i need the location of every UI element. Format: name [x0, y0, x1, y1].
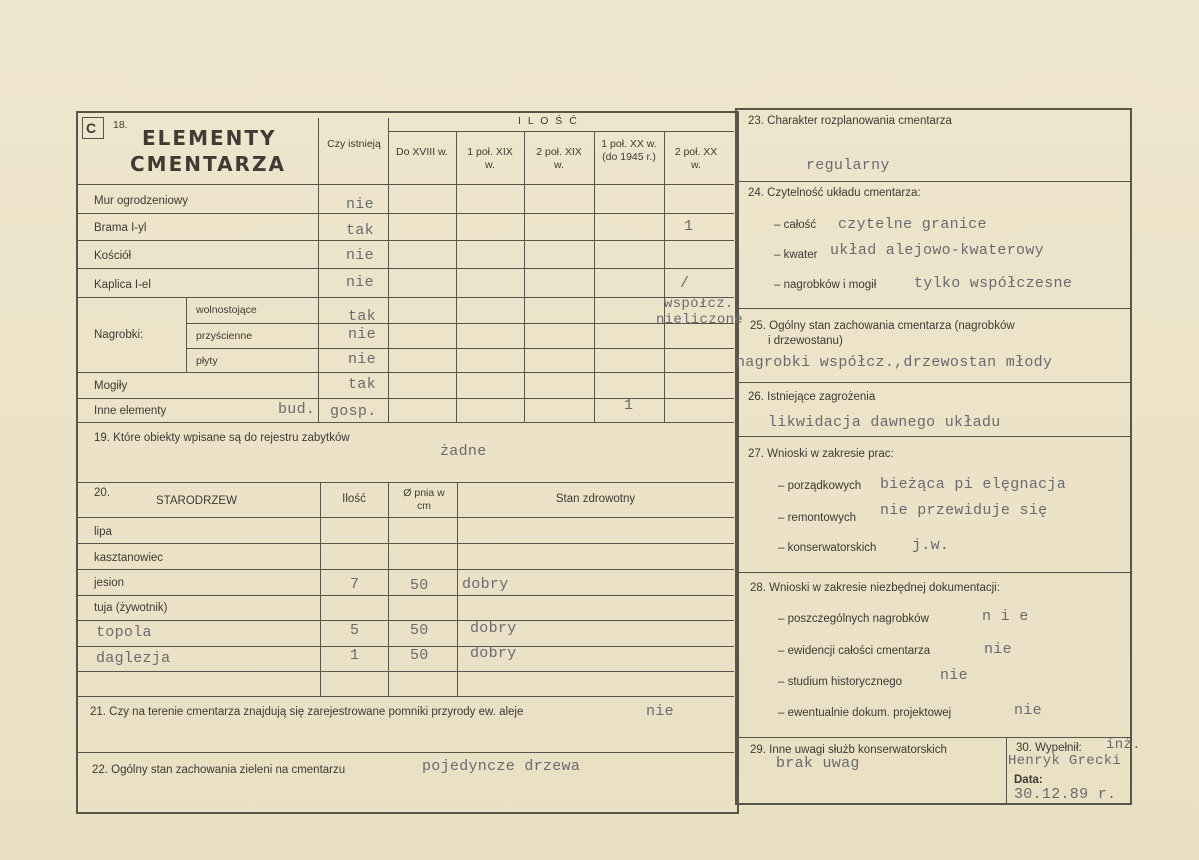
row-other-note: bud.	[278, 401, 316, 418]
q27-label: 27. Wnioski w zakresie prac:	[748, 448, 894, 460]
tree-diameter: 50	[410, 577, 429, 594]
tombstones-label: Nagrobki:	[94, 329, 144, 341]
col-period-5: 2 poł. XX w.	[674, 146, 718, 171]
tombstone-freestanding-exists: tak	[348, 308, 376, 325]
q29-label: 29. Inne uwagi służb konserwatorskich	[750, 744, 947, 756]
trees-number: 20.	[94, 487, 110, 499]
q27-item-answer: bieżąca pi elęgnacja	[880, 476, 1067, 493]
q28-item-answer: nie	[1014, 702, 1042, 719]
q30-date-label: Data:	[1014, 774, 1043, 786]
row-label-chapel: Kaplica I-el	[94, 279, 151, 291]
q27-item-answer: j.w.	[912, 537, 950, 554]
tree-count: 7	[350, 576, 360, 593]
col-exists: Czy istnieją	[327, 138, 381, 150]
q22-answer: pojedyncze drzewa	[422, 758, 581, 775]
tombstone-freestanding-label: wolnostojące	[196, 304, 257, 316]
q24-item-answer: układ alejowo-kwaterowy	[830, 242, 1044, 259]
row-other-q4: 1	[624, 397, 634, 414]
col-period-4: 1 poł. XX w. (do 1945 r.)	[601, 138, 657, 163]
q24-item-label: – nagrobków i mogił	[774, 279, 877, 291]
q25-label-1: 25. Ogólny stan zachowania cmentarza (nagrobków	[750, 320, 1015, 332]
q24-label: 24. Czytelność układu cmentarza:	[748, 187, 921, 199]
trees-col-health: Stan zdrowotny	[555, 493, 636, 505]
q28-item-answer: n i e	[982, 608, 1029, 625]
section-letter: C	[86, 120, 97, 136]
q23-label: 23. Charakter rozplanowania cmentarza	[748, 115, 952, 127]
q27-item-label: – remontowych	[778, 512, 856, 524]
q28-item-label: – ewidencji całości cmentarza	[778, 645, 931, 657]
q28-item-label: – poszczególnych nagrobków	[778, 613, 929, 625]
q28-item-label: – studium historycznego	[778, 676, 903, 688]
section-number: 18.	[113, 119, 128, 131]
q27-item-label: – konserwatorskich	[778, 542, 877, 554]
tree-health: dobry	[470, 620, 517, 637]
tombstone-slab-label: płyty	[196, 355, 218, 367]
row-label-other: Inne elementy	[94, 405, 167, 417]
q30-label: 30. Wypełnił:	[1016, 742, 1082, 754]
q23-answer: regularny	[806, 157, 890, 174]
row-exists-chapel: nie	[346, 274, 374, 291]
q27-item-label: – porządkowych	[778, 480, 862, 492]
tombstone-wall-exists: nie	[348, 326, 376, 343]
q24-item-answer: tylko współczesne	[914, 275, 1073, 292]
tree-diameter: 50	[410, 622, 429, 639]
q24-item-answer: czytelne granice	[838, 216, 987, 233]
q30-answer-1: inż.	[1106, 737, 1141, 753]
row-chapel-q5: /	[680, 275, 690, 292]
q21-label: 21. Czy na terenie cmentarza znajdują się zarejestrowane pomniki przyrody ew. aleje	[90, 706, 524, 718]
q21-answer: nie	[646, 703, 674, 720]
col-period-2: 1 poł. XIX w.	[467, 146, 513, 171]
row-exists-church: nie	[346, 247, 374, 264]
row-label-gate: Brama I-yl	[94, 222, 147, 234]
title-line1: ELEMENTY	[142, 126, 277, 150]
row-exists-gate: tak	[346, 222, 374, 239]
tree-name-typed: topola	[96, 624, 152, 641]
tombstone-note-2: nieliczone	[656, 312, 744, 328]
tree-diameter: 50	[410, 647, 429, 664]
tree-health: dobry	[470, 645, 517, 662]
row-gate-q5: 1	[684, 218, 694, 235]
q30-answer-2: Henryk Grecki	[1008, 753, 1122, 769]
row-label-church: Kościół	[94, 250, 132, 262]
tree-name: tuja (żywotnik)	[94, 602, 168, 614]
q28-item-answer: nie	[984, 641, 1012, 658]
tree-name: kasztanowiec	[94, 552, 164, 564]
q22-label: 22. Ogólny stan zachowania zieleni na cmentarzu	[92, 764, 346, 776]
q25-label-2: i drzewostanu)	[768, 335, 843, 347]
tombstone-wall-label: przyścienne	[196, 330, 253, 342]
q24-item-label: – kwater	[774, 249, 818, 261]
q27-item-answer: nie przewiduje się	[880, 502, 1048, 519]
tree-health: dobry	[462, 576, 509, 593]
title-line2: CMENTARZA	[130, 152, 286, 176]
q29-answer: brak uwag	[776, 755, 860, 772]
q19-answer: żadne	[440, 443, 487, 460]
q30-date: 30.12.89 r.	[1014, 786, 1117, 803]
q28-item-label: – ewentualnie dokum. projektowej	[778, 707, 952, 719]
col-period-3: 2 poł. XIX w.	[536, 146, 582, 171]
tree-count: 1	[350, 647, 360, 664]
q26-label: 26. Istniejące zagrożenia	[748, 391, 876, 403]
col-period-1: Do XVIII w.	[396, 146, 448, 158]
col-quantity: I L O Ś Ć	[518, 115, 579, 127]
row-label-wall: Mur ogrodzeniowy	[94, 195, 188, 207]
tree-name: lipa	[94, 526, 112, 538]
tombstone-slab-exists: nie	[348, 351, 376, 368]
q28-item-answer: nie	[940, 667, 968, 684]
tree-name: jesion	[94, 577, 125, 589]
q25-answer: nagrobki współcz.,drzewostan młody	[736, 354, 1053, 371]
row-exists-graves: tak	[348, 376, 376, 393]
q24-item-label: – całość	[774, 219, 817, 231]
tree-count: 5	[350, 622, 360, 639]
q19-label: 19. Które obiekty wpisane są do rejestru zabytków	[94, 432, 350, 444]
row-exists-wall: nie	[346, 196, 374, 213]
tombstone-note-1: współcz.	[664, 296, 734, 312]
row-exists-other: gosp.	[330, 403, 377, 420]
q26-answer: likwidacja dawnego układu	[768, 414, 1001, 431]
row-label-graves: Mogiły	[94, 380, 128, 392]
tree-name-typed: daglezja	[96, 650, 171, 667]
q28-label: 28. Wnioski w zakresie niezbędnej dokumentacji:	[750, 582, 1000, 594]
trees-col-diameter: Ø pnia w cm	[403, 487, 445, 512]
trees-title: STARODRZEW	[156, 495, 237, 507]
trees-col-count: Ilość	[342, 493, 366, 505]
